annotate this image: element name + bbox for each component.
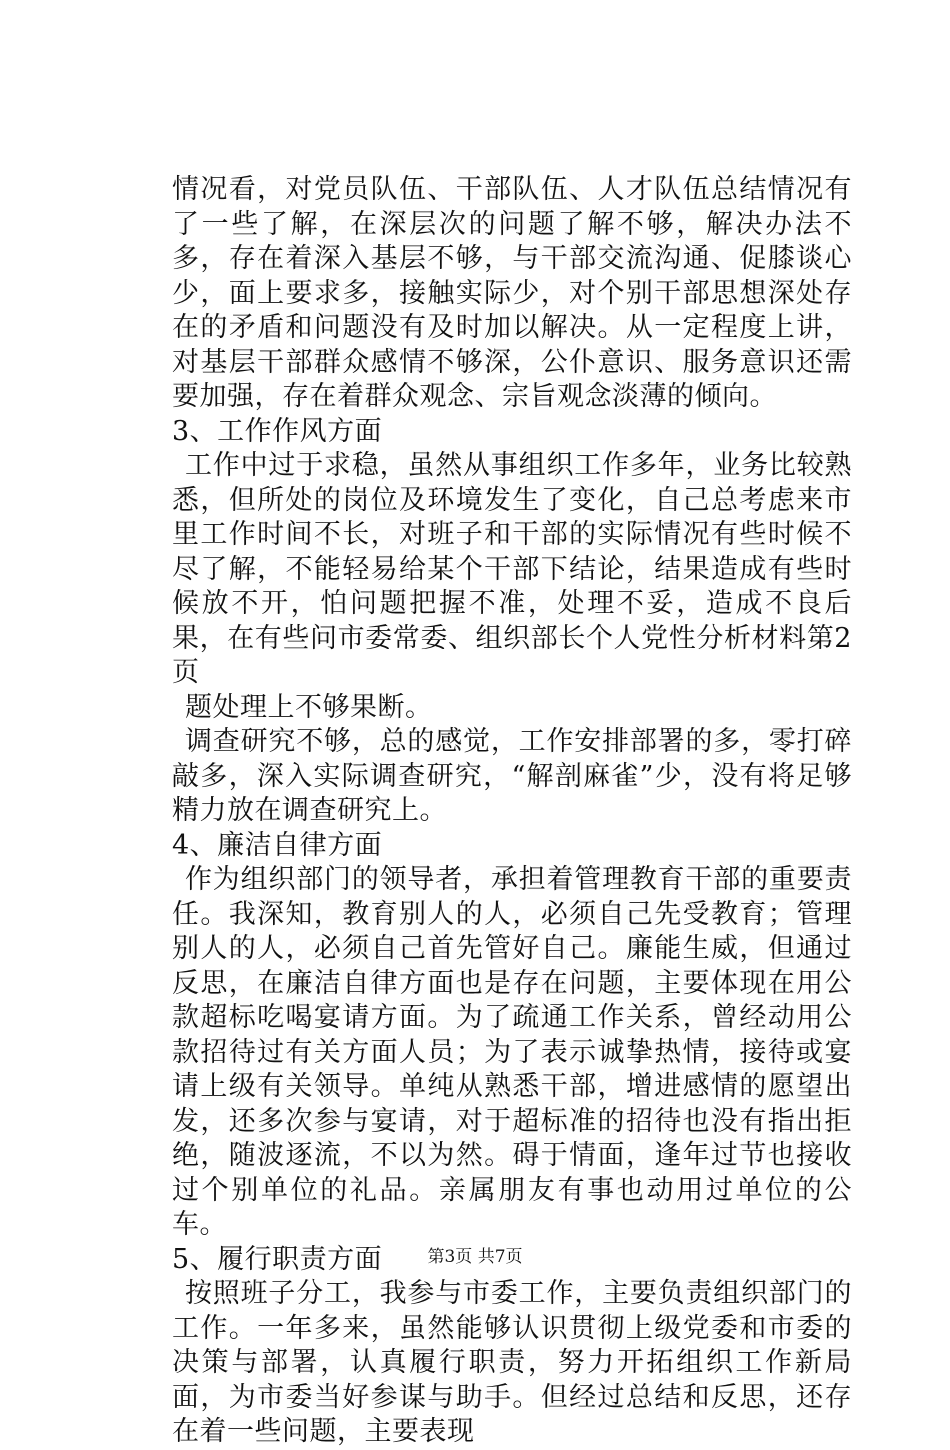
paragraph-decisiveness: 题处理上不够果断。	[185, 691, 433, 723]
page-footer: 第3页 共7页	[427, 1247, 523, 1267]
paragraph-research: 调查研究不够，总的感觉，工作安排部署的多，零打碎敲多，深入实际调查研究，“解剖麻雀”少，没有将足够精力放在调查研究上。	[172, 726, 852, 826]
paragraph-duties: 按照班子分工，我参与市委工作，主要负责组织部门的工作。一年多来，虽然能够认识贯彻上级党委和市委的决策与部署，认真履行职责，努力开拓组织工作新局面，为市委当好参谋与助手。但经过总结和反思，还存在着一些问题，主要表现	[172, 1278, 852, 1447]
paragraph-work-style: 工作中过于求稳，虽然从事组织工作多年，业务比较熟悉，但所处的岗位及环境发生了变化，自己总考虑来市里工作时间不长，对班子和干部的实际情况有些时候不尽了解，不能轻易给某个干部下结论，结果造成有些时候放不开，怕问题把握不准，处理不妥，造成不良后果，在有些问市委常委、组织部长个人党性分析材料第2页	[172, 450, 852, 688]
section-heading-work-style: 3、工作作风方面	[172, 415, 383, 447]
section-heading-duties: 5、履行职责方面	[172, 1243, 383, 1275]
section-heading-integrity: 4、廉洁自律方面	[172, 829, 383, 861]
paragraph-integrity: 作为组织部门的领导者，承担着管理教育干部的重要责任。我深知，教育别人的人，必须自己先受教育；管理别人的人，必须自己首先管好自己。廉能生威，但通过反思，在廉洁自律方面也是存在问题，主要体现在用公款超标吃喝宴请方面。为了疏通工作关系，曾经动用公款招待过有关方面人员；为了表示诚挚热情，接待或宴请上级有关领导。单纯从熟悉干部，增进感情的愿望出发，还多次参与宴请，对于超标准的招待也没有指出拒绝，随波逐流，不以为然。碍于情面，逢年过节也接收过个别单位的礼品。亲属朋友有事也动用过单位的公车。	[172, 864, 852, 1240]
paragraph-continuation: 情况看，对党员队伍、干部队伍、人才队伍总结情况有了一些了解，在深层次的问题了解不够，解决办法不多，存在着深入基层不够，与干部交流沟通、促膝谈心少，面上要求多，接触实际少，对个别干部思想深处存在的矛盾和问题没有及时加以解决。从一定程度上讲，对基层干部群众感情不够深，公仆意识、服务意识还需要加强，存在着群众观念、宗旨观念淡薄的倾向。	[172, 174, 852, 412]
